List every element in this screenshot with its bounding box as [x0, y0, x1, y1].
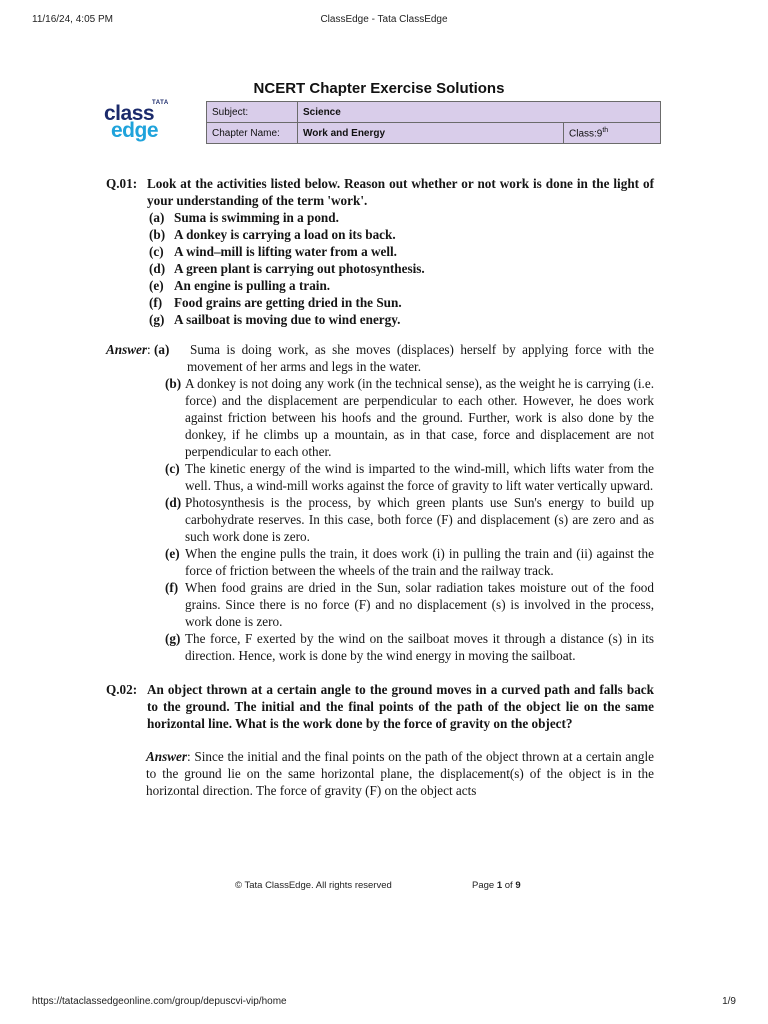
- question-1-option: (c) A wind–mill is lifting water from a well.: [149, 244, 397, 259]
- answer-1-part: (g) The force, F exerted by the wind on the sailboat moves it through a distance (s) in its direction. Hence, work is done by the wind energy in moving the sailboat.: [165, 631, 654, 663]
- copyright-text: © Tata ClassEdge. All rights reserved: [235, 880, 392, 891]
- logo-tata-text: TATA: [152, 100, 169, 106]
- print-url: https://tataclassedgeonline.com/group/depuscvi-vip/home: [32, 996, 287, 1007]
- answer-2-text: : Since the initial and the final points on the path of the object thrown at a certain angle to the ground lie on the same horizontal plane, the displacement(s) of the object is in the horizontal direction. The force of gravity (F) on the object acts: [146, 749, 654, 798]
- question-1-number: Q.01:: [106, 176, 138, 191]
- page-content: [106, 175, 654, 799]
- class-cell: [564, 123, 661, 144]
- question-1: [106, 175, 654, 328]
- chapter-label: Chapter Name:: [207, 123, 298, 144]
- answer-2-heading: Answer: [146, 749, 188, 764]
- class-label: Class:9: [569, 128, 603, 140]
- answer-1-part: (e) When the engine pulls the train, it does work (i) in pulling the train and (ii) against the force of friction between the wheels of the train and the railway track.: [165, 546, 654, 578]
- question-2-number: Q.02:: [106, 682, 138, 697]
- question-1-option: (e) An engine is pulling a train.: [149, 278, 331, 293]
- answer-1-part: (c) The kinetic energy of the wind is imparted to the wind-mill, which lifts water from the well. Thus, a wind-mill works against the force of gravity to lift water vertically upward.: [165, 461, 654, 493]
- question-1-option: (f) Food grains are getting dried in the Sun.: [149, 295, 402, 310]
- chapter-value: Work and Energy: [298, 123, 564, 144]
- chapter-info-table: [206, 101, 661, 144]
- print-tab-title: ClassEdge - Tata ClassEdge: [320, 14, 448, 25]
- answer-2: [106, 748, 654, 799]
- subject-label: Subject:: [207, 102, 298, 123]
- document-title: NCERT Chapter Exercise Solutions: [253, 80, 505, 97]
- logo-class-text: class: [104, 102, 155, 125]
- print-page-count: 1/9: [722, 996, 736, 1007]
- subject-value: Science: [298, 102, 661, 123]
- logo-edge-text: edge: [111, 119, 159, 142]
- class-superscript: th: [602, 126, 609, 134]
- answer-1: [106, 341, 654, 664]
- question-1-option: (a) Suma is swimming in a pond.: [149, 210, 339, 225]
- answer-1-part: (d) Photosynthesis is the process, by which green plants use Sun's energy to build up carbohydrate reserves. In this case, both force (F) and displacement (s) are zero and as such work done is zero.: [165, 495, 654, 544]
- page-indicator: Page 1 of 9: [472, 880, 521, 891]
- tata-classedge-logo: [104, 100, 176, 148]
- question-1-option: (b) A donkey is carrying a load on its back.: [149, 227, 396, 242]
- answer-1-part-a: Suma is doing work, as she moves (displaces) herself by applying force with the movement of her arms and legs in the water.: [187, 342, 654, 374]
- question-1-option: (d) A green plant is carrying out photosynthesis.: [149, 261, 425, 276]
- answer-1-heading: Answer: (a): [106, 342, 170, 357]
- question-1-text: Look at the activities listed below. Reason out whether or not work is done in the light of your understanding of the term 'work'.: [147, 176, 654, 208]
- question-1-option: (g) A sailboat is moving due to wind energy.: [149, 312, 401, 327]
- print-datetime: 11/16/24, 4:05 PM: [32, 14, 113, 25]
- question-2-text: An object thrown at a certain angle to the ground moves in a curved path and falls back to the ground. The initial and the final points of the path of the object lie on the same horizontal line. What is the work done by the force of gravity on the object?: [147, 682, 654, 731]
- question-2: [106, 681, 654, 732]
- answer-1-part: (f) When food grains are dried in the Sun, solar radiation takes moisture out of the food grains. Since there is no force (F) and no displacement (s) is involved in the process, work done is zero.: [165, 580, 654, 629]
- answer-1-part: (b) A donkey is not doing any work (in the technical sense), as the weight he is carrying (i.e. force) and the displacement are perpendicular to each other. However, he does work against friction between his hoofs and the ground. Further, work is also done by the donkey, if he climbs up a mountain, as in that case, force and displacement are not perpendicular to each other.: [165, 376, 654, 459]
